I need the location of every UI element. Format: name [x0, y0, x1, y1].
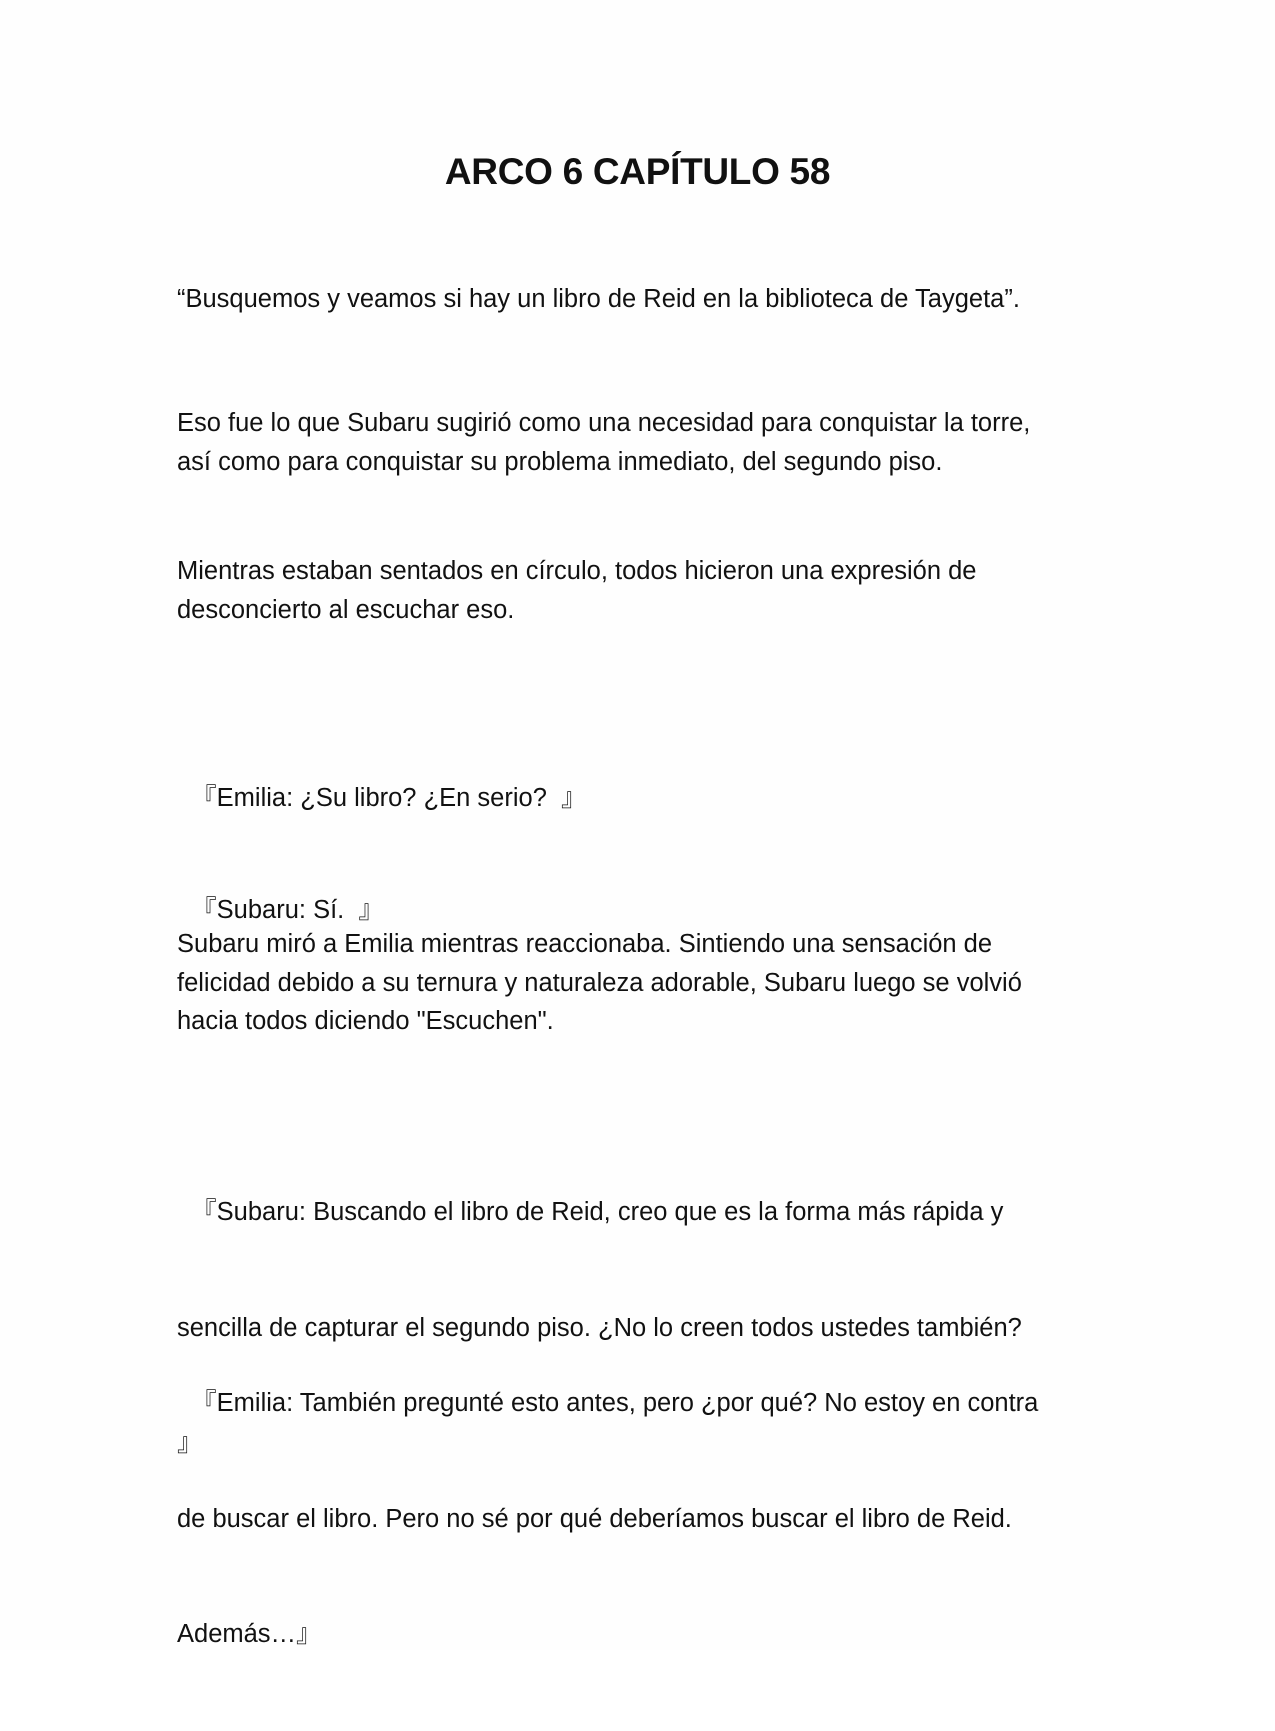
paragraph-line: Mientras estaban sentados en círculo, todos hicieron una expresión de — [177, 557, 977, 585]
dialogue-line — [177, 1307, 1097, 1731]
paragraph-line: 『Subaru: Sí. 』 — [177, 896, 384, 924]
paragraph-line: hacia todos diciendo "Escuchen". — [177, 1007, 554, 1035]
paragraph-line: de buscar el libro. Pero no sé por qué deberíamos buscar el libro de Reid. — [177, 1504, 1012, 1533]
paragraph-line: 『Emilia: ¿Su libro? ¿En serio? 』 — [177, 784, 587, 812]
paragraph — [177, 404, 1097, 481]
paragraph-line: Además…』 — [177, 1620, 322, 1648]
paragraph-line: “Busquemos y veamos si hay un libro de Reid en la biblioteca de Taygeta”. — [177, 285, 1020, 313]
paragraph — [177, 925, 1097, 1041]
paragraph-line: desconcierto al escuchar eso. — [177, 595, 515, 624]
paragraph-line: 『Emilia: También pregunté esto antes, pero ¿por qué? No estoy en contra — [177, 1389, 1039, 1417]
paragraph-line: sencilla de capturar el segundo piso. ¿No lo creen todos ustedes también? — [177, 1313, 1022, 1342]
paragraph-line: 』 — [177, 1429, 203, 1457]
paragraph-line: 『Subaru: Buscando el libro de Reid, creo que es la forma más rápida y — [177, 1198, 1004, 1226]
paragraph-line: Subaru miró a Emilia mientras reaccionaba. Sintiendo una sensación de — [177, 930, 993, 958]
paragraph — [177, 280, 1097, 319]
paragraph — [177, 552, 1097, 629]
paragraph-line: felicidad debido a su ternura y naturaleza adorable, Subaru luego se volvió — [177, 968, 1022, 997]
chapter-title: ARCO 6 CAPÍTULO 58 — [444, 151, 831, 192]
paragraph-line: así como para conquistar su problema inmediato, del segundo piso. — [177, 447, 943, 476]
paragraph-line: Eso fue lo que Subaru sugirió como una necesidad para conquistar la torre, — [177, 409, 1031, 437]
